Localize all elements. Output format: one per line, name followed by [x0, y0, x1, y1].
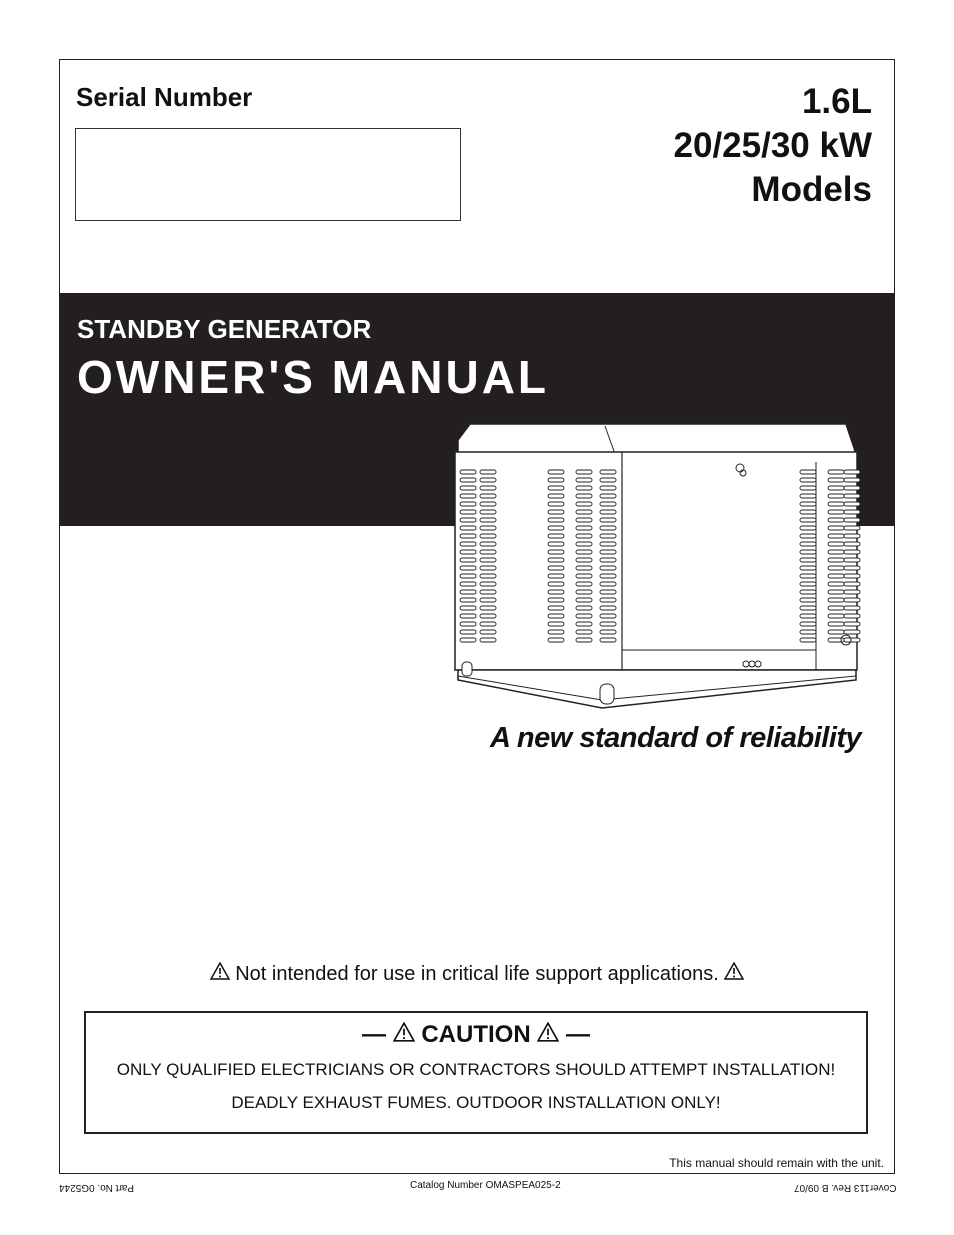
- caution-title: [86, 1021, 866, 1049]
- tagline: A new standard of reliability: [490, 722, 862, 754]
- catalog-number: Catalog Number OMASPEA025-2: [410, 1180, 561, 1191]
- caution-dash-left: —: [361, 1021, 386, 1048]
- models-line-2: 20/25/30 kW: [673, 126, 872, 165]
- models-line-3: Models: [751, 170, 872, 209]
- life-support-warning: [0, 962, 954, 986]
- caution-title-text: CAUTION: [421, 1021, 531, 1048]
- part-number: Part No. 0G5244: [59, 1182, 135, 1193]
- warning-triangle-icon: [537, 1022, 559, 1042]
- warning-triangle-icon: [393, 1022, 415, 1042]
- caution-line-1: ONLY QUALIFIED ELECTRICIANS OR CONTRACTORS SHOULD ATTEMPT INSTALLATION!: [116, 1060, 836, 1079]
- caution-box: [84, 1011, 868, 1134]
- caution-line-2: DEADLY EXHAUST FUMES. OUTDOOR INSTALLATION ONLY!: [231, 1093, 721, 1112]
- band-title: OWNER'S MANUAL: [77, 351, 550, 403]
- remain-with-unit-note: This manual should remain with the unit.: [669, 1156, 884, 1170]
- band-subtitle: STANDBY GENERATOR: [77, 314, 372, 344]
- serial-number-box: [75, 128, 461, 221]
- caution-dash-right: —: [566, 1021, 590, 1048]
- cover-revision: Cover113 Rev. B 09/07: [793, 1182, 896, 1193]
- standby-generator-illustration: [440, 418, 870, 718]
- warning-triangle-icon: [210, 962, 230, 980]
- models-heading: [674, 80, 872, 212]
- life-support-warning-text: Not intended for use in critical life support applications.: [235, 963, 719, 985]
- models-line-1: 1.6L: [801, 82, 872, 121]
- warning-triangle-icon: [724, 962, 744, 980]
- serial-number-label: Serial Number: [76, 82, 253, 112]
